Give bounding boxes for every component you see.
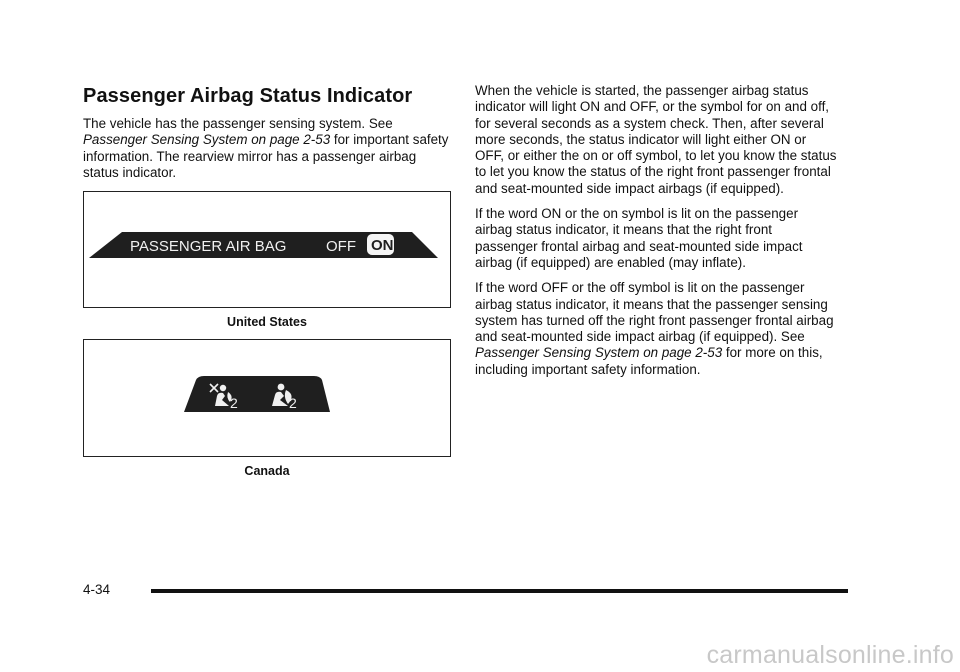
canada-indicator-panel <box>84 340 450 456</box>
page-title: Passenger Airbag Status Indicator <box>83 85 413 107</box>
watermark: carmanualsonline.info <box>706 641 954 669</box>
caption-canada: Canada <box>244 464 290 479</box>
figure-us-indicator <box>83 191 451 308</box>
page-number: 4-34 <box>83 582 111 597</box>
us-label-on: ON <box>371 237 394 255</box>
figure-canada-indicator <box>83 339 451 457</box>
intro-link[interactable]: Passenger Sensing System on page 2-53 <box>83 132 331 148</box>
canada-panel-shape <box>184 376 330 412</box>
footer-rule <box>151 589 848 593</box>
off-symbol-digit: 2 <box>230 395 238 412</box>
off-text-1: If the word OFF or the off symbol is lit on the passenger airbag status indicator, it means that the passenger sensing system has turned off the right front passenger frontal airbag and seat-mounted side impact airbag (if equipped). See <box>475 280 834 345</box>
intro-text-2: for important safety information. The rearview mirror has a passenger airbag status indicator. <box>83 132 449 180</box>
off-status-paragraph <box>475 280 837 378</box>
on-status-paragraph: If the word ON or the on symbol is lit on the passenger airbag status indicator, it means that the right front passenger frontal airbag and seat-mounted side impact airbag (if equipped) are enabled (may inflate). <box>475 206 803 270</box>
caption-us: United States <box>227 315 307 330</box>
right-column <box>475 83 837 387</box>
left-column <box>83 85 451 488</box>
off-link[interactable]: Passenger Sensing System on page 2-53 <box>475 345 723 361</box>
on-symbol-digit: 2 <box>289 395 297 412</box>
off-text-2: for more on this, including important safety information. <box>475 345 823 377</box>
us-label-main: PASSENGER AIR BAG <box>130 238 287 256</box>
startup-paragraph: When the vehicle is started, the passenger airbag status indicator will light ON and OFF, or the symbol for on and off, for several seconds as a system check. Then, after several more seconds, the status indicator will light either ON or OFF, or either the on or off symbol, to let you know the status to let you know the status of the right front passenger frontal and seat-mounted side impact airbags (if equipped). <box>475 83 837 196</box>
us-indicator-panel <box>84 192 450 307</box>
intro-paragraph <box>83 116 451 181</box>
intro-text-1: The vehicle has the passenger sensing system. See <box>83 116 393 131</box>
us-label-off: OFF <box>326 238 356 256</box>
